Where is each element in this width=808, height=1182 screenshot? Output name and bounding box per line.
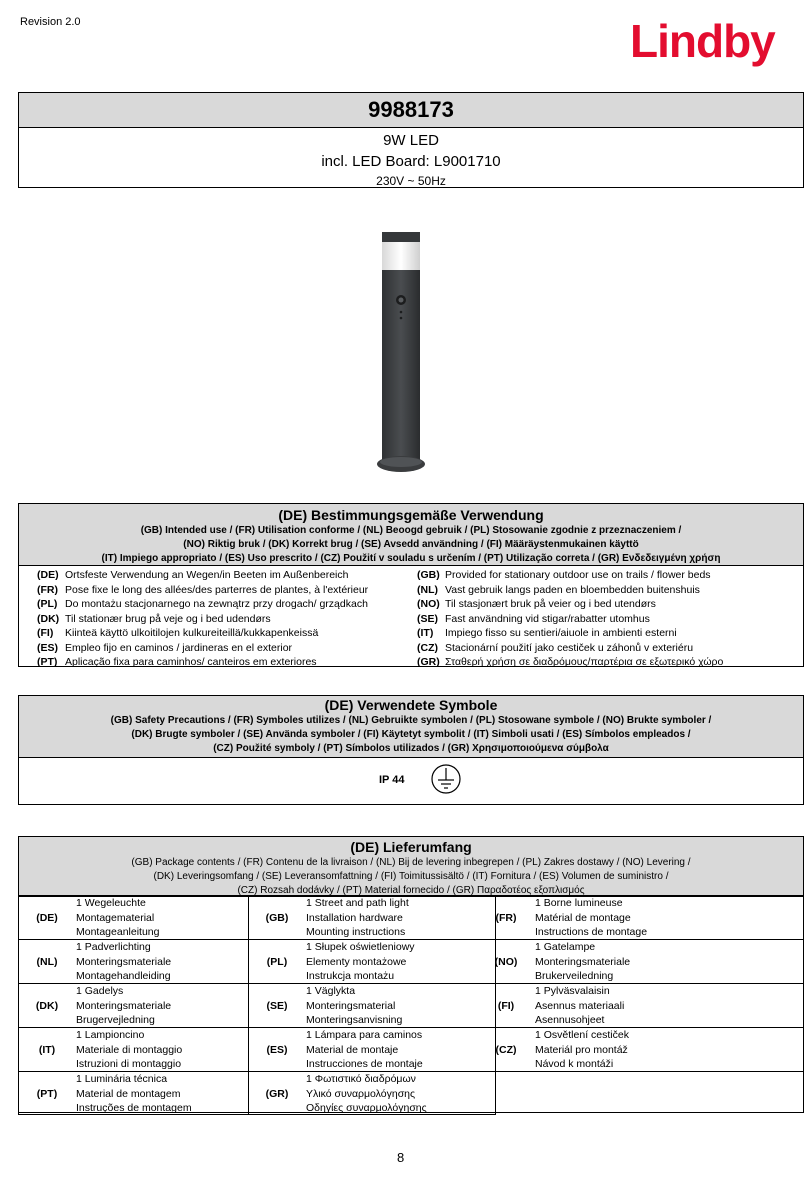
list-item: (DE) Ortsfeste Verwendung an Wegen/in Beeten im Außenbereich	[37, 569, 349, 581]
page-number: 8	[397, 1150, 405, 1165]
package-item: 1 Lampioncino	[76, 1029, 145, 1041]
list-item: (FI) Kiinteä käyttö ulkoitilojen kulkureiteillä/kukkapenkeissä	[37, 627, 319, 639]
intended-use-subtitle-2: (NO) Riktig bruk / (DK) Korrekt brug / (SE) Avsedd användning / (FI) Määräystenmukainen käyttö	[183, 539, 639, 550]
revision-label: Revision 2.0	[20, 16, 81, 28]
package-item: 1 Słupek oświetleniowy	[306, 941, 415, 953]
list-item: (GR) Σταθερή χρήση σε διαδρόμους/παρτέρια σε εξωτερικό χώρο	[417, 656, 724, 668]
package-item: Monteringsmaterial	[306, 999, 396, 1012]
list-item: (SE) Fast användning vid stigar/rabatter utomhus	[417, 612, 650, 625]
package-item: Υλικό συναρμολόγησης	[306, 1087, 416, 1100]
list-item: (DK) Til stationær brug på veje og i bed udendørs	[37, 612, 271, 625]
table-cell	[18, 1072, 248, 1116]
list-item: (PT) Aplicação fixa para caminhos/ canteiros em exteriores	[37, 656, 317, 668]
package-item: Materiál pro montáž	[535, 1043, 628, 1056]
package-item: Asennusohjeet	[535, 1014, 605, 1026]
package-items	[76, 1028, 182, 1072]
product-image	[372, 226, 432, 480]
intended-use-section	[18, 503, 804, 667]
table-cell	[248, 1072, 478, 1116]
package-title: (DE) Lieferumfang	[350, 839, 472, 855]
intended-use-subtitle-1: (GB) Intended use / (FR) Utilisation conforme / (NL) Beoogd gebruik / (PL) Stosowanie zgodnie z przeznaczeniem /	[140, 525, 682, 536]
package-header	[19, 837, 803, 897]
symbols-section	[18, 695, 804, 805]
package-item: 1 Osvětlení cestiček	[535, 1029, 629, 1041]
symbols-subtitle-2: (DK) Brugte symboler / (SE) Använda symboler / (FI) Käytetyt symbolit / (IT) Simboli usati / (ES) Símbolos empleados /	[131, 729, 691, 740]
product-board: incl. LED Board: L9001710	[321, 153, 501, 170]
package-item: 1 Lámpara para caminos	[306, 1029, 423, 1041]
table-cell	[248, 984, 478, 1028]
language-code: (SE)	[266, 999, 288, 1012]
intended-use-subtitle-3: (IT) Impiego appropriato / (ES) Uso prescrito / (CZ) Použití v souladu s určením / (PT) Utilização correta / (GR) Ενδεδειγμένη χρήση	[101, 553, 721, 564]
table-cell	[477, 896, 707, 940]
package-items	[76, 940, 171, 984]
table-cell	[248, 896, 478, 940]
table-cell	[18, 940, 248, 984]
package-item: Monteringsmateriale	[535, 955, 631, 968]
package-item: Montageanleitung	[76, 926, 160, 938]
table-cell	[248, 940, 478, 984]
package-items	[306, 984, 402, 1028]
table-cell	[477, 1028, 707, 1072]
table-cell	[248, 1028, 478, 1072]
package-item: Mounting instructions	[306, 926, 406, 938]
package-item: Οδηγίες συναρμολόγησης	[306, 1102, 427, 1114]
table-cell	[18, 896, 248, 940]
product-code: 9988173	[19, 93, 803, 128]
package-item: Material de montaje	[306, 1043, 399, 1056]
package-items	[76, 984, 171, 1028]
package-item: Návod k montáži	[535, 1058, 614, 1070]
package-item: 1 Gatelampe	[535, 941, 596, 953]
list-item: (FR) Pose fixe le long des allées/des parterres de plantes, à l'extérieur	[37, 583, 369, 596]
package-item: 1 Borne lumineuse	[535, 897, 623, 909]
symbols-subtitle-1: (GB) Safety Precautions / (FR) Symboles utilizes / (NL) Gebruikte symbolen / (PL) Stosowane symbole / (NO) Brukte symboler /	[110, 715, 712, 726]
list-item: (NL) Vast gebruik langs paden en bloembedden buitenshuis	[417, 583, 700, 596]
package-items	[535, 1028, 629, 1072]
list-item: (GB) Provided for stationary outdoor use on trails / flower beds	[417, 569, 711, 581]
table-cell	[477, 984, 707, 1028]
package-items	[306, 940, 415, 984]
symbols-header	[19, 696, 803, 758]
language-code: (CZ)	[495, 1043, 517, 1056]
language-code: (DK)	[35, 999, 59, 1012]
package-item: Materiale di montaggio	[76, 1043, 183, 1056]
package-subtitle-1: (GB) Package contents / (FR) Contenu de la livraison / (NL) Bij de levering inbegrepen / (PL) Zakres dostawy / (NO) Levering /	[131, 857, 691, 868]
package-item: Istruzioni di montaggio	[76, 1058, 182, 1070]
package-item: 1 Gadelys	[76, 985, 124, 997]
package-subtitle-2: (DK) Leveringsomfang / (SE) Leveransomfattning / (FI) Toimitussisältö / (IT) Fornitura / (ES) Volumen de suministro /	[153, 871, 669, 882]
package-item: Installation hardware	[306, 911, 403, 924]
package-item: Instrucciones de montaje	[306, 1058, 423, 1070]
ip-rating: IP 44	[379, 774, 405, 786]
package-items	[306, 1028, 423, 1072]
language-code: (FR)	[495, 911, 517, 924]
package-items	[76, 1072, 192, 1116]
intended-use-header	[19, 504, 803, 566]
list-item: (NO) Til stasjonært bruk på veier og i bed utendørs	[417, 598, 656, 610]
product-power: 9W LED	[383, 132, 439, 149]
list-item: (IT) Impiego fisso su sentieri/aiuole in ambienti esterni	[417, 627, 677, 639]
protective-earth-icon	[431, 764, 461, 794]
package-item: 1 Padverlichting	[76, 941, 151, 953]
list-item: (PL) Do montażu stacjonarnego na zewnątrz przy drogach/ grządkach	[37, 598, 368, 610]
product-header	[18, 92, 804, 188]
package-items	[535, 896, 647, 940]
product-voltage: 230V ~ 50Hz	[376, 174, 446, 188]
language-code: (GB)	[265, 911, 289, 924]
package-subtitle-3: (CZ) Rozsah dodávky / (PT) Material fornecido / (GR) Παραδοτέος εξοπλισμός	[237, 885, 585, 896]
intended-use-title: (DE) Bestimmungsgemäße Verwendung	[278, 507, 544, 523]
language-code: (PT)	[36, 1087, 58, 1100]
language-code: (DE)	[36, 911, 58, 924]
intended-use-right-column	[399, 568, 723, 670]
symbols-title: (DE) Verwendete Symbole	[324, 697, 498, 713]
list-item: (ES) Empleo fijo en caminos / jardineras en el exterior	[37, 641, 293, 654]
package-item: Asennus materiaali	[535, 999, 625, 1012]
language-code: (FI)	[497, 999, 515, 1012]
intended-use-left-column	[19, 568, 368, 670]
language-code: (NO)	[494, 955, 518, 968]
package-items	[306, 1072, 427, 1116]
package-item: Brukerveiledning	[535, 970, 614, 982]
package-item: Instrukcja montażu	[306, 970, 395, 982]
package-item: Brugervejledning	[76, 1014, 155, 1026]
package-item: Instruções de montagem	[76, 1102, 192, 1114]
package-item: 1 Φωτιστικό διαδρόμων	[306, 1073, 416, 1085]
package-item: Montagehandleiding	[76, 970, 171, 982]
language-code: (IT)	[38, 1043, 56, 1056]
brand-logo: Lindby	[630, 15, 775, 67]
package-item: 1 Luminária técnica	[76, 1073, 168, 1085]
package-item: Montagematerial	[76, 911, 155, 924]
package-item: Elementy montażowe	[306, 955, 407, 968]
package-item: Material de montagem	[76, 1087, 181, 1100]
package-items	[306, 896, 409, 940]
language-code: (GR)	[265, 1087, 289, 1100]
package-items	[535, 940, 630, 984]
package-item: Matérial de montage	[535, 911, 631, 924]
package-item: Monteringsmateriale	[76, 999, 172, 1012]
symbols-subtitle-3: (CZ) Použité symboly / (PT) Símbolos utilizados / (GR) Χρησιμοποιούμενα σύμβολα	[213, 743, 609, 754]
language-code: (ES)	[266, 1043, 288, 1056]
list-item: (CZ) Stacionární použití jako cestiček u záhonů v exteriéru	[417, 641, 694, 654]
package-item: 1 Wegeleuchte	[76, 897, 146, 909]
language-code: (PL)	[266, 955, 288, 968]
package-item: Monteringsanvisning	[306, 1014, 403, 1026]
table-cell	[18, 984, 248, 1028]
package-items	[535, 984, 624, 1028]
package-item: 1 Pylväsvalaisin	[535, 985, 610, 997]
table-cell	[477, 940, 707, 984]
package-items	[76, 896, 159, 940]
package-item: Instructions de montage	[535, 926, 648, 938]
package-item: 1 Väglykta	[306, 985, 356, 997]
package-item: Monteringsmateriale	[76, 955, 172, 968]
table-cell	[18, 1028, 248, 1072]
package-item: 1 Street and path light	[306, 897, 409, 909]
language-code: (NL)	[36, 955, 58, 968]
